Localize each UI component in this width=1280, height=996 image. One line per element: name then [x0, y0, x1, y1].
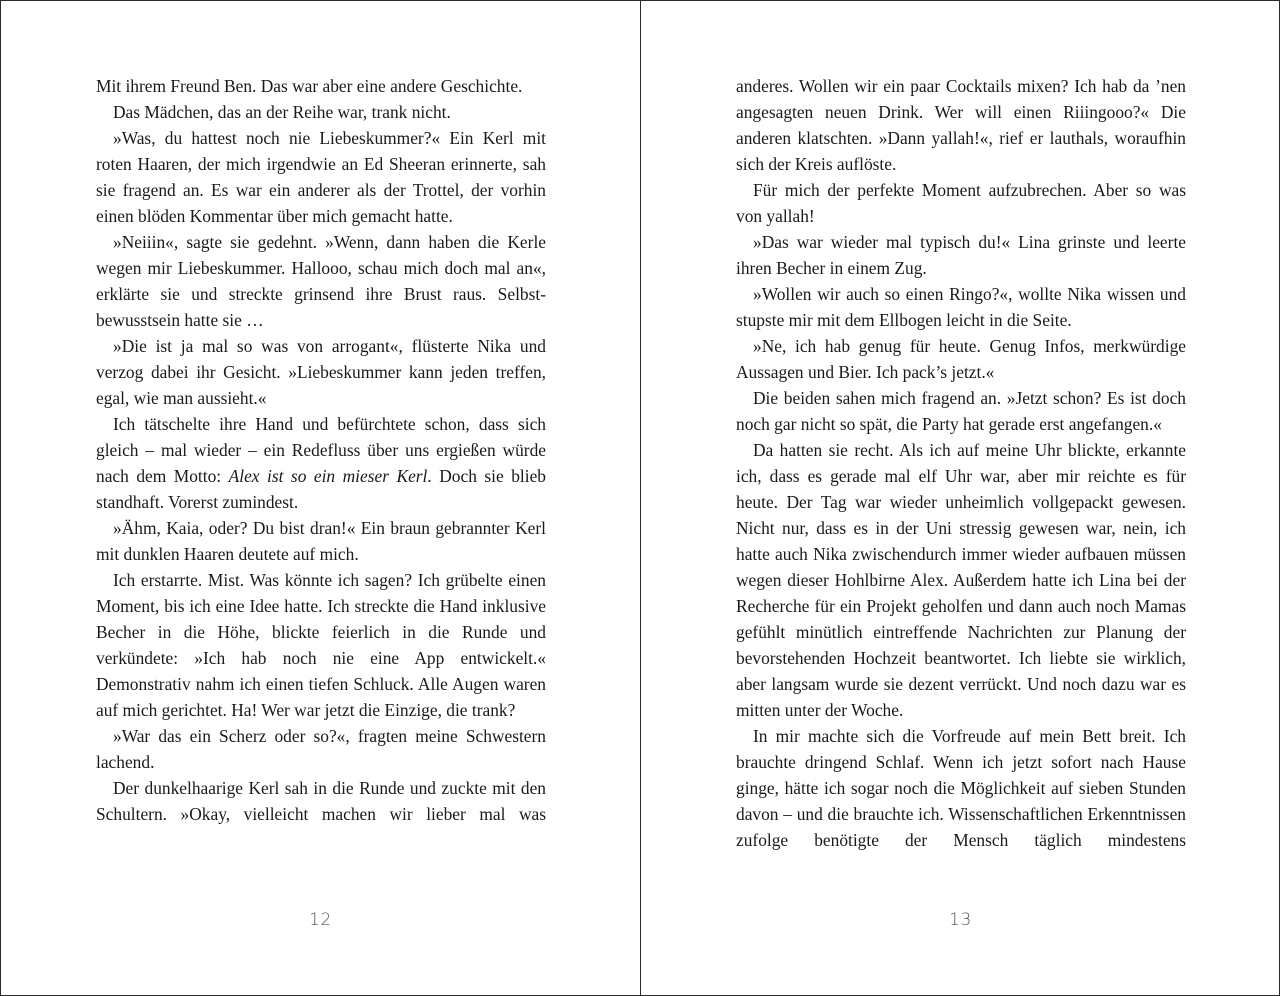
paragraph: Der dunkelhaarige Kerl sah in die Runde und zuckte mit den Schultern. »Okay, vielleicht machen wir lieber mal was	[96, 778, 546, 824]
paragraph: Da hatten sie recht. Als ich auf meine Uhr blickte, erkannte ich, dass es gerade mal elf Uhr war, aber mir reichte es für heute. Der Tag war wieder unheimlich vollgepackt gewesen. Nicht nur, dass es in der Uni stressig gewesen war, nein, ich hatte auch Nika zwischendurch immer wieder aufbauen müssen wegen dieser Hohlbirne Alex. Außerdem hatte ich Lina bei der Recherche für ein Projekt geholfen und dann auch noch Mamas gefühlt minütlich eintreffende Nachrichten zur Planung der bevorstehenden Hochzeit beantwortet. Ich liebte sie wirklich, aber langsam wurde sie dezent verrückt. Und noch dazu war es mitten unter der Woche.	[736, 440, 1186, 720]
paragraph-text: . Doch sie blieb standhaft. Vorerst zumindest.	[96, 466, 546, 512]
paragraph: Das Mädchen, das an der Reihe war, trank nicht.	[113, 102, 451, 122]
left-page	[1, 1, 640, 995]
paragraph: anderes. Wollen wir ein paar Cocktails mixen? Ich hab da ’nen angesagten neuen Drink. Wer will einen Riiingooo?« Die anderen klatschten. »Dann yallah!«, rief er lauthals, woraufhin sich der Kreis auflöste.	[736, 76, 1186, 174]
paragraph: Für mich der perfekte Moment aufzubrechen. Aber so was von yallah!	[736, 180, 1186, 226]
paragraph: Ich erstarrte. Mist. Was könnte ich sagen? Ich grübelte einen Moment, bis ich eine Idee hatte. Ich streckte die Hand inklusive Becher in die Höhe, blickte feierlich in die Runde und verkündete: »Ich hab noch nie eine App entwickelt.« Demonstrativ nahm ich einen tiefen Schluck. Alle Augen waren auf mich gerichtet. Ha! Wer war jetzt die Einzige, die trank?	[96, 570, 546, 720]
left-page-text	[96, 73, 546, 827]
paragraph: »Das war wieder mal typisch du!« Lina grinste und leerte ihren Becher in einem Zug.	[736, 232, 1186, 278]
paragraph	[96, 411, 546, 515]
paragraph: Mit ihrem Freund Ben. Das war aber eine andere Geschichte.	[96, 76, 523, 96]
paragraph: »Wollen wir auch so einen Ringo?«, wollte Nika wissen und stupste mir mit dem Ellbogen leicht in die Seite.	[736, 284, 1186, 330]
right-page	[641, 1, 1280, 995]
paragraph: »Was, du hattest noch nie Liebeskummer?« Ein Kerl mit roten Haaren, der mich irgendwie an Ed Sheeran erinnerte, sah sie fragend an. Es war ein anderer als der Trottel, der vorhin einen blöden Kommentar über mich gemacht hatte.	[96, 128, 546, 226]
paragraph: Die beiden sahen mich fragend an. »Jetzt schon? Es ist doch noch gar nicht so spät, die Party hat gerade erst angefangen.«	[736, 388, 1186, 434]
paragraph: »Neiiin«, sagte sie gedehnt. »Wenn, dann haben die Kerle wegen mir Liebeskummer. Hallooo, schau mich doch mal an«, erklärte sie und streckte grinsend ihre Brust raus. Selbstbewusstsein hatte sie …	[96, 232, 546, 330]
paragraph: »War das ein Scherz oder so?«, fragten meine Schwestern lachend.	[96, 726, 546, 772]
italic-phrase: Alex ist so ein mieser Kerl	[228, 466, 428, 486]
paragraph: In mir machte sich die Vorfreude auf mein Bett breit. Ich brauchte dringend Schlaf. Wenn ich jetzt sofort nach Hause ginge, hätte ich sogar noch die Möglichkeit auf sieben Stunden davon – und die brauchte ich. Wissenschaftlichen Erkenntnissen zufolge benötigte der Mensch täglich mindestens	[736, 726, 1186, 850]
paragraph-text: Ich tätschelte ihre Hand und befürchtete schon, dass sich gleich – mal wieder – ein Redefluss über uns ergießen würde nach dem Motto:	[96, 414, 546, 486]
paragraph: »Ähm, Kaia, oder? Du bist dran!« Ein braun gebrannter Kerl mit dunklen Haaren deutete auf mich.	[96, 518, 546, 564]
paragraph: »Die ist ja mal so was von arrogant«, flüsterte Nika und verzog dabei ihr Gesicht. »Liebeskummer kann jeden treffen, egal, wie man aussieht.«	[96, 336, 546, 408]
page-number: 13	[949, 910, 972, 930]
right-page-text	[736, 73, 1186, 853]
page-number: 12	[309, 910, 332, 930]
paragraph: »Ne, ich hab genug für heute. Genug Infos, merkwürdige Aussagen und Bier. Ich pack’s jetzt.«	[736, 336, 1186, 382]
